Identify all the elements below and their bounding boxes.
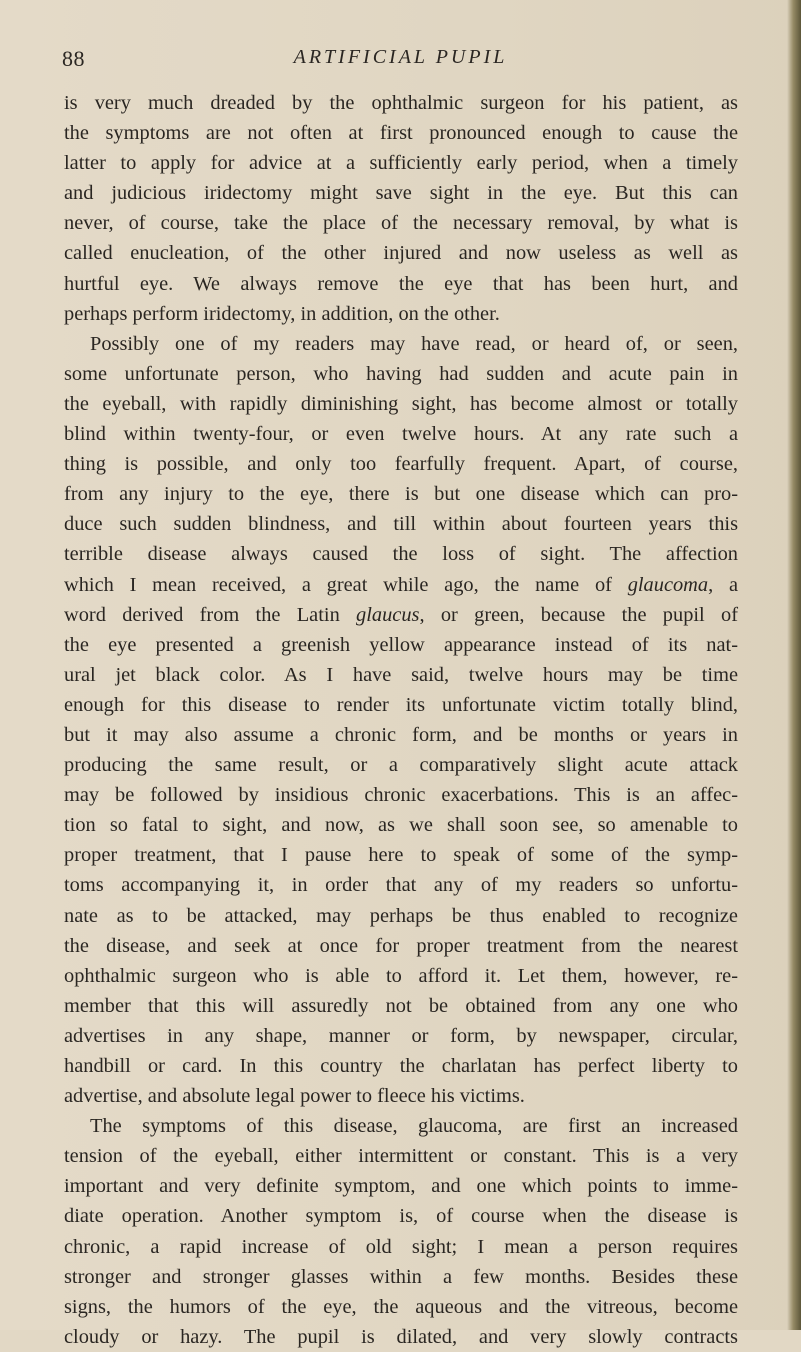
text-line-content: the eye presented a greenish yellow appearance instead of its nat- [64,633,738,656]
text-line-content: tion so fatal to sight, and now, as we shall soon see, so amenable to [64,814,738,837]
text-line [64,238,738,268]
text-line [64,630,738,660]
text-line [64,359,738,389]
italic-term: glaucus [356,603,420,626]
text-line [64,1021,738,1051]
text-line-content: the symptoms are not often at first pronounced enough to cause the [64,122,738,145]
text-line-content: word derived from the Latin [64,603,357,626]
text-line-content: diate operation. Another symptom is, of course when the disease is [64,1205,738,1228]
text-line-content: never, of course, take the place of the necessary removal, by what is [64,212,738,235]
text-line-content: signs, the humors of the eye, the aqueous and the vitreous, become [64,1295,738,1318]
text-line-content: cloudy or hazy. The pupil is dilated, and very slowly contracts [64,1325,738,1348]
text-line-content: terrible disease always caused the loss of sight. The affection [64,543,738,566]
text-line [64,690,738,720]
text-line [64,991,738,1021]
text-line-content: thing is possible, and only too fearfully frequent. Apart, of course, [64,453,738,476]
text-line [64,810,738,840]
text-line-content: the disease, and seek at once for proper treatment from the nearest [64,934,738,957]
text-line [64,539,738,569]
text-line-content: proper treatment, that I pause here to speak of some of the symp- [64,844,738,867]
text-line [64,570,738,600]
running-title: ARTIFICIAL PUPIL [293,46,508,68]
text-line-content: advertises in any shape, manner or form, by newspaper, circular, [64,1024,738,1047]
text-line [64,329,738,359]
text-line-content: called enucleation, of the other injured and now useless as well as [64,242,738,265]
text-line [64,449,738,479]
text-line-content: hurtful eye. We always remove the eye that has been hurt, and [64,272,738,295]
text-line-content: blind within twenty-four, or even twelve hours. At any rate such a [64,423,738,446]
text-line [64,870,738,900]
text-line [64,901,738,931]
text-line-content: The symptoms of this disease, glaucoma, are first an increased [90,1115,738,1138]
text-line [64,780,738,810]
text-line-content: may be followed by insidious chronic exacerbations. This is an affec- [64,784,738,807]
text-line [64,961,738,991]
text-line-continuation: , a [708,573,738,596]
text-line-content: perhaps perform iridectomy, in addition, on the other. [64,302,500,325]
text-line-content: Possibly one of my readers may have read, or heard of, or seen, [90,332,738,355]
text-line-content: enough for this disease to render its unfortunate victim totally blind, [64,693,738,716]
text-line-content: member that this will assuredly not be obtained from any one who [64,994,738,1017]
page-header [0,46,801,76]
text-line [64,208,738,238]
text-line [64,720,738,750]
text-line-continuation: , or green, because the pupil of [419,603,738,626]
text-line-content: important and very definite symptom, and one which points to imme- [64,1175,738,1198]
text-line-content: handbill or card. In this country the charlatan has perfect liberty to [64,1055,738,1077]
text-line [64,660,738,690]
text-line [64,88,738,118]
text-line [64,931,738,961]
text-line [64,1322,738,1352]
text-line-content: tension of the eyeball, either intermittent or constant. This is a very [64,1145,738,1168]
italic-term: glaucoma [627,573,709,596]
text-line-content: and judicious iridectomy might save sight in the eye. But this can [64,182,738,205]
text-line-content: duce such sudden blindness, and till within about fourteen years this [64,513,738,536]
text-line [64,1232,738,1262]
text-line-content: latter to apply for advice at a sufficiently early period, when a timely [64,152,738,175]
text-line-content: some unfortunate person, who having had sudden and acute pain in [64,362,738,385]
text-line [64,389,738,419]
text-line-content: stronger and stronger glasses within a few months. Besides these [64,1265,738,1288]
page-number: 88 [62,46,85,71]
text-line [64,299,738,329]
text-line-content: producing the same result, or a comparatively slight acute attack [64,754,738,777]
text-line [64,1292,738,1322]
text-line [64,1081,738,1111]
text-line [64,1171,738,1201]
text-line-content: is very much dreaded by the ophthalmic surgeon for his patient, as [64,92,738,114]
text-line [64,1111,738,1141]
text-line [64,269,738,299]
text-line [64,750,738,780]
text-line-content: toms accompanying it, in order that any of my readers so unfortu- [64,874,738,897]
text-line [64,840,738,870]
text-line-content: chronic, a rapid increase of old sight; I mean a person requires [64,1235,738,1258]
text-line-content: from any injury to the eye, there is but one disease which can pro- [64,483,738,506]
text-line [64,600,738,630]
text-line-content: advertise, and absolute legal power to fleece his victims. [64,1085,525,1108]
text-line [64,419,738,449]
text-line [64,118,738,148]
text-line [64,1141,738,1171]
text-line-content: ophthalmic surgeon who is able to afford it. Let them, however, re- [64,964,738,987]
text-line-content: nate as to be attacked, may perhaps be thus enabled to recognize [64,904,738,927]
text-line-content: the eyeball, with rapidly diminishing sight, has become almost or totally [64,392,738,415]
text-line [64,509,738,539]
text-line [64,148,738,178]
text-line [64,178,738,208]
text-line [64,1262,738,1292]
text-line [64,1201,738,1231]
page-edge-shadow [787,0,801,1330]
text-line [64,479,738,509]
body-text [64,88,738,1352]
text-line-content: but it may also assume a chronic form, and be months or years in [64,723,738,746]
text-line-content: ural jet black color. As I have said, twelve hours may be time [64,663,738,686]
text-line [64,1051,738,1081]
text-line-content: which I mean received, a great while ago, the name of [64,573,628,596]
